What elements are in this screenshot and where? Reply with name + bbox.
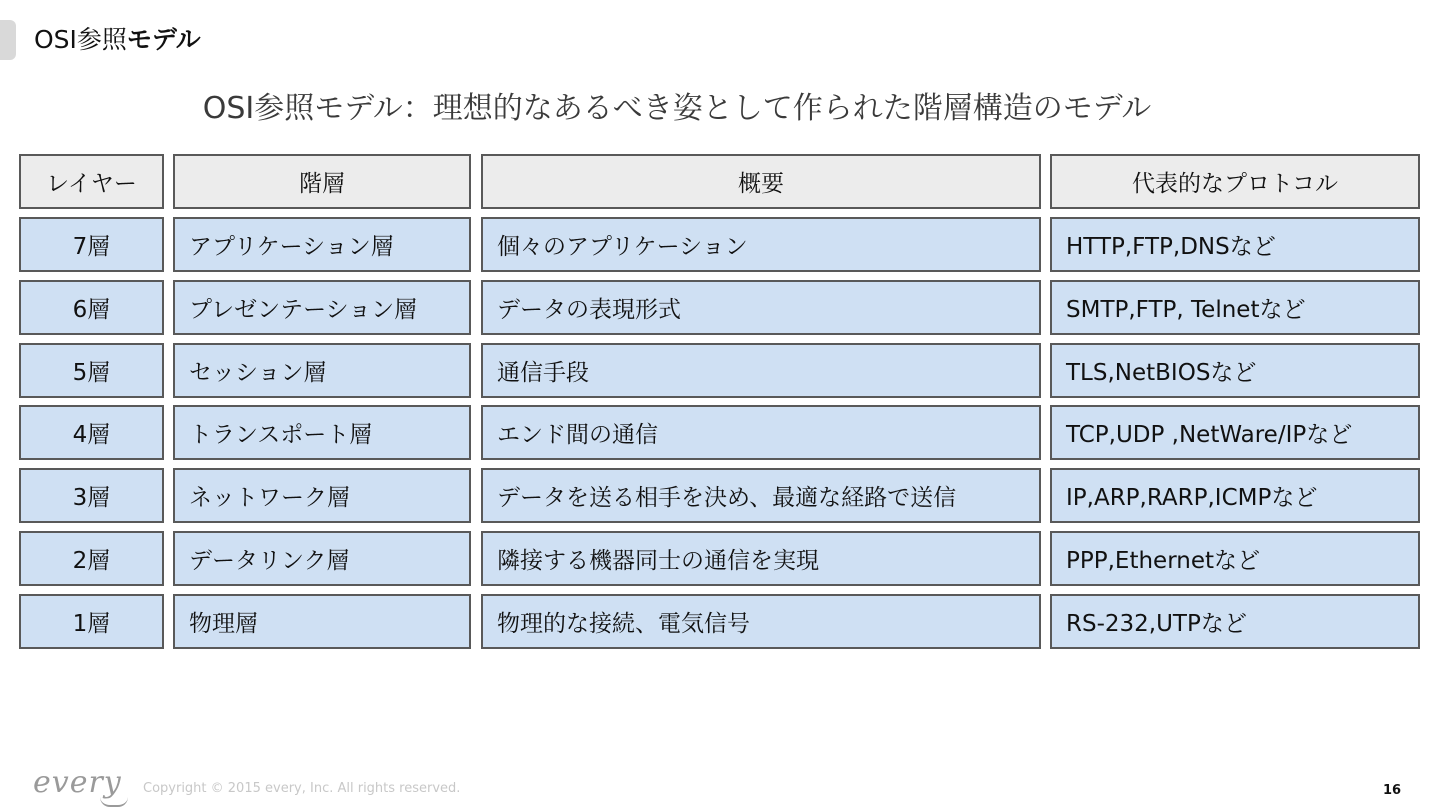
layer-name-cell: データリンク層 [173,531,471,586]
layer-number-cell: 4層 [19,405,164,460]
layer-number-cell: 2層 [19,531,164,586]
layer-protocols-cell: SMTP,FTP, Telnetなど [1050,280,1420,335]
layer-number-cell: 6層 [19,280,164,335]
layer-summary-cell: 隣接する機器同士の通信を実現 [481,531,1041,586]
company-logo: every [33,765,122,800]
header-title-bold: モデル [126,25,201,54]
layer-summary-cell: データの表現形式 [481,280,1041,335]
title-accent-tab [0,20,16,60]
slide-subtitle: OSI参照モデル：理想的なあるべき姿として作られた階層構造のモデル [202,91,1152,126]
logo-swoosh [100,797,128,807]
layer-name-cell: 物理層 [173,594,471,649]
layer-name-cell: プレゼンテーション層 [173,280,471,335]
header-title-prefix: OSI参照 [34,25,127,54]
header-cell-layer: レイヤー [19,154,164,209]
layer-number-cell: 5層 [19,343,164,398]
layer-summary-cell: 個々のアプリケーション [481,217,1041,272]
page-number: 16 [1383,783,1402,798]
layer-protocols-cell: HTTP,FTP,DNSなど [1050,217,1420,272]
layer-protocols-cell: IP,ARP,RARP,ICMPなど [1050,468,1420,523]
layer-name-cell: セッション層 [173,343,471,398]
layer-name-cell: ネットワーク層 [173,468,471,523]
layer-summary-cell: エンド間の通信 [481,405,1041,460]
layer-number-cell: 3層 [19,468,164,523]
layer-protocols-cell: TCP,UDP ,NetWare/IPなど [1050,405,1420,460]
header-cell-summary: 概要 [481,154,1041,209]
layer-name-cell: アプリケーション層 [173,217,471,272]
header-cell-protocols: 代表的なプロトコル [1050,154,1420,209]
layer-protocols-cell: TLS,NetBIOSなど [1050,343,1420,398]
layer-protocols-cell: RS-232,UTPなど [1050,594,1420,649]
header-cell-tier: 階層 [173,154,471,209]
slide-header-title [34,24,201,56]
layer-name-cell: トランスポート層 [173,405,471,460]
layer-summary-cell: 物理的な接続、電気信号 [481,594,1041,649]
copyright-text: Copyright © 2015 every, Inc. All rights reserved. [143,781,461,796]
layer-summary-cell: 通信手段 [481,343,1041,398]
layer-number-cell: 7層 [19,217,164,272]
layer-summary-cell: データを送る相手を決め、最適な経路で送信 [481,468,1041,523]
layer-protocols-cell: PPP,Ethernetなど [1050,531,1420,586]
layer-number-cell: 1層 [19,594,164,649]
